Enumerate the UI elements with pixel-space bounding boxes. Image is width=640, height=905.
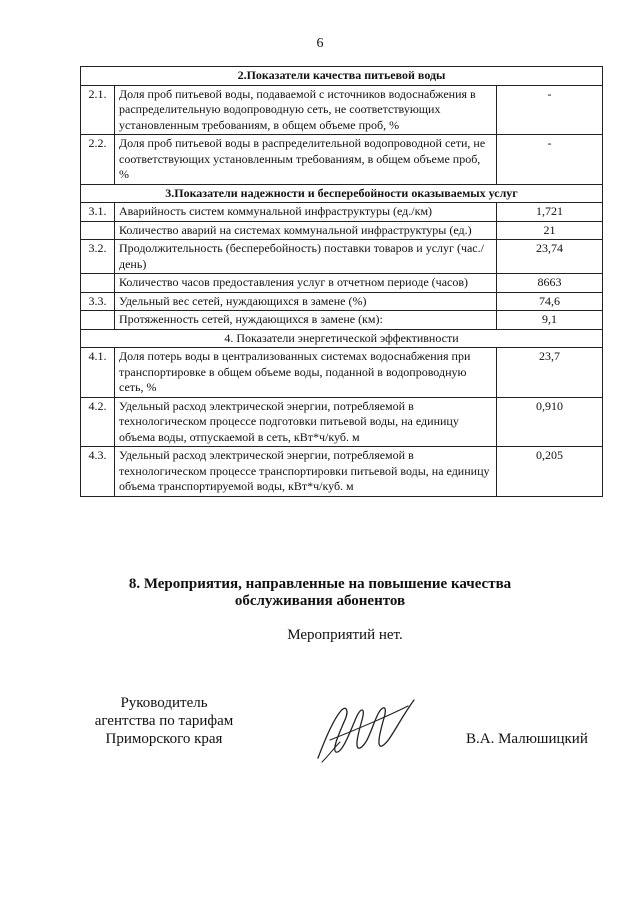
table-row (81, 274, 603, 293)
indicator-description: Протяженность сетей, нуждающихся в замене (км): (115, 311, 497, 330)
section-8-heading-line2: обслуживания абонентов (234, 593, 406, 609)
indicator-value: 23,74 (497, 240, 603, 274)
section-header-row (81, 67, 603, 86)
indicator-value: 23,7 (497, 348, 603, 398)
section-header-row (81, 329, 603, 348)
section-title: 4. Показатели энергетической эффективности (81, 329, 603, 348)
indicator-description: Удельный расход электрической энергии, потребляемой в технологическом процессе подготовки питьевой воды, на единицу объема воды, отпускаемой в сеть, кВт*ч/куб. м (115, 397, 497, 447)
indicator-value: - (497, 85, 603, 135)
indicator-value: - (497, 135, 603, 185)
indicator-description: Количество часов предоставления услуг в отчетном периоде (часов) (115, 274, 497, 293)
row-number: 4.2. (81, 397, 115, 447)
section-title: 3.Показатели надежности и бесперебойности оказываемых услуг (81, 184, 603, 203)
indicator-description: Аварийность систем коммунальной инфраструктуры (ед./км) (115, 203, 497, 222)
indicator-value: 0,205 (497, 447, 603, 497)
row-number: 3.2. (81, 240, 115, 274)
row-number: 2.2. (81, 135, 115, 185)
table-row (81, 135, 603, 185)
table-row (81, 447, 603, 497)
table-row (81, 311, 603, 330)
table-row (81, 85, 603, 135)
indicator-value: 9,1 (497, 311, 603, 330)
row-number (81, 221, 115, 240)
row-number: 4.1. (81, 348, 115, 398)
section-title: 2.Показатели качества питьевой воды (81, 67, 603, 86)
indicator-description: Доля потерь воды в централизованных системах водоснабжения при транспортировке в общем объеме воды, поданной в водопроводную сеть, % (115, 348, 497, 398)
section-8-heading (0, 576, 640, 610)
table-row (81, 348, 603, 398)
indicator-description: Удельный расход электрической энергии, потребляемой в технологическом процессе транспортировки питьевой воды, на единицу объема транспортируемой воды, кВт*ч/куб. м (115, 447, 497, 497)
signatory-name: В.А. Малюшицкий (466, 731, 588, 747)
table-row (81, 397, 603, 447)
indicator-description: Количество аварий на системах коммунальной инфраструктуры (ед.) (115, 221, 497, 240)
row-number (81, 311, 115, 330)
indicator-value: 0,910 (497, 397, 603, 447)
row-number: 3.1. (81, 203, 115, 222)
indicator-description: Доля проб питьевой воды, подаваемой с источников водоснабжения в распределительную водопроводную сеть, не соответствующих установленным требованиям, в общем объеме проб, % (115, 85, 497, 135)
indicators-table (80, 66, 603, 497)
no-measures-text: Мероприятий нет. (287, 627, 403, 643)
page-number: 6 (316, 36, 324, 51)
section-8-heading-line1: 8. Мероприятия, направленные на повышение качества (128, 576, 512, 592)
table-row (81, 240, 603, 274)
indicator-description: Доля проб питьевой воды в распределительной водопроводной сети, не соответствующих установленным требованиям, в общем объеме проб, % (115, 135, 497, 185)
signatory-title-line2: агентства по тарифам (94, 713, 234, 729)
signatory-title (84, 694, 244, 748)
indicator-value: 74,6 (497, 292, 603, 311)
table-row (81, 221, 603, 240)
row-number (81, 274, 115, 293)
signatory-title-line1: Руководитель (120, 695, 208, 711)
indicator-description: Продолжительность (бесперебойность) поставки товаров и услуг (час./день) (115, 240, 497, 274)
indicator-value: 1,721 (497, 203, 603, 222)
row-number: 2.1. (81, 85, 115, 135)
indicator-description: Удельный вес сетей, нуждающихся в замене (%) (115, 292, 497, 311)
section-header-row (81, 184, 603, 203)
row-number: 3.3. (81, 292, 115, 311)
indicator-value: 8663 (497, 274, 603, 293)
indicator-value: 21 (497, 221, 603, 240)
signatory-title-line3: Приморского края (105, 731, 223, 747)
row-number: 4.3. (81, 447, 115, 497)
handwritten-signature (310, 692, 420, 772)
table-row (81, 203, 603, 222)
table-row (81, 292, 603, 311)
